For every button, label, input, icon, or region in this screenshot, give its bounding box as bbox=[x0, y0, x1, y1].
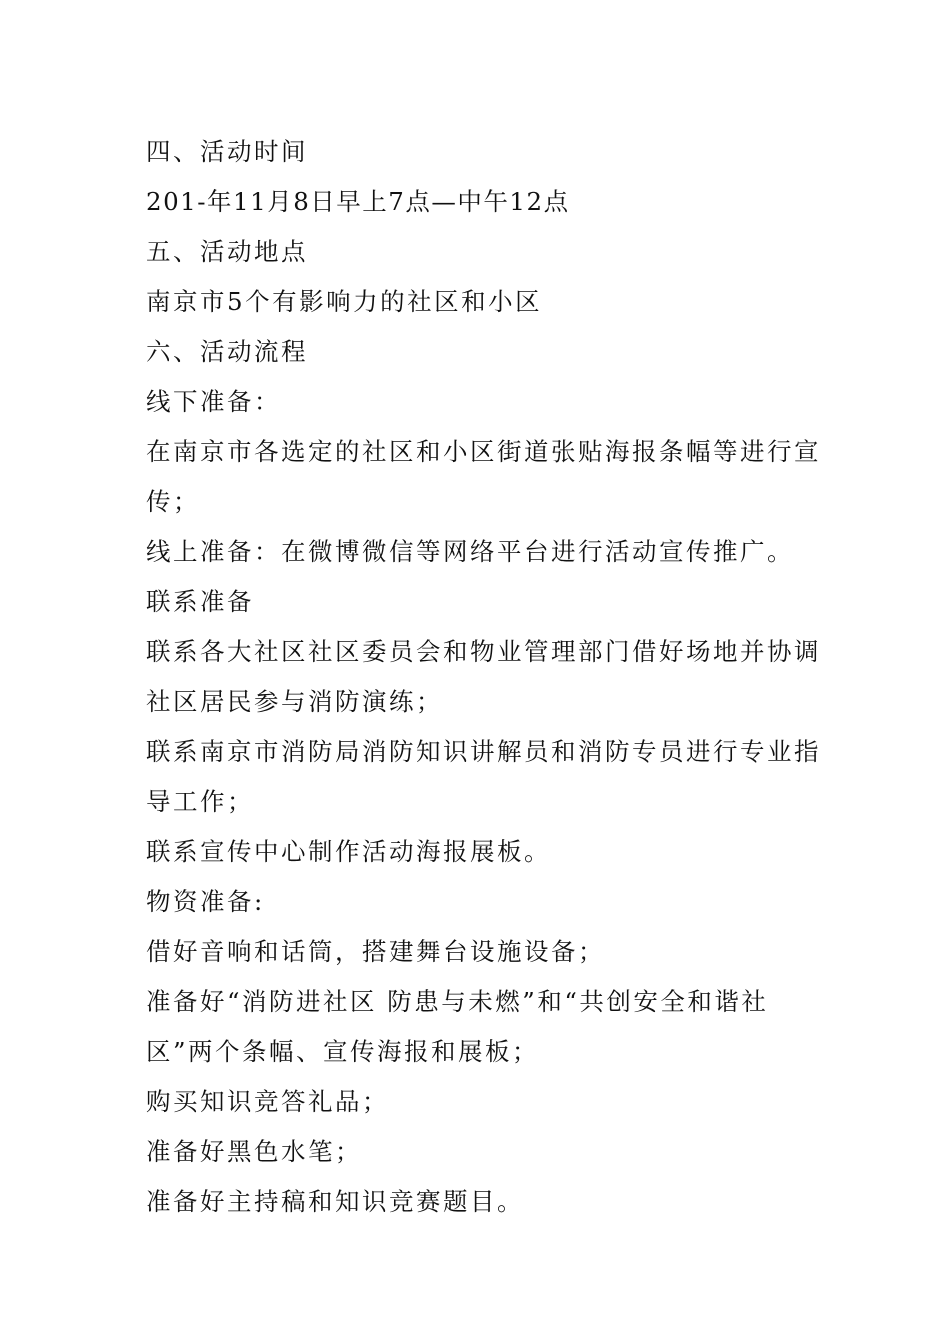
paragraph-online: 线上准备：在微博微信等网络平台进行活动宣传推广。 bbox=[146, 537, 794, 566]
paragraph-line: 购买知识竞答礼品； bbox=[146, 1087, 389, 1116]
paragraph-line: 联系南京市消防局消防知识讲解员和消防专员进行专业指 bbox=[146, 737, 821, 766]
paragraph-location: 南京市5个有影响力的社区和小区 bbox=[146, 287, 543, 316]
document-body bbox=[146, 127, 821, 1227]
paragraph-line: 传； bbox=[146, 487, 200, 516]
paragraph-time: 201-年11月8日早上7点—中午12点 bbox=[146, 187, 570, 216]
paragraph-line: 准备好“消防进社区 防患与未燃”和“共创安全和谐社 bbox=[146, 987, 769, 1016]
subheading-offline: 线下准备： bbox=[146, 387, 281, 416]
paragraph-line: 准备好主持稿和知识竞赛题目。 bbox=[146, 1187, 524, 1216]
subheading-contact: 联系准备 bbox=[146, 587, 254, 616]
paragraph-line: 联系各大社区社区委员会和物业管理部门借好场地并协调 bbox=[146, 637, 821, 666]
paragraph-line: 在南京市各选定的社区和小区街道张贴海报条幅等进行宣 bbox=[146, 437, 821, 466]
paragraph-line: 联系宣传中心制作活动海报展板。 bbox=[146, 837, 551, 866]
section-heading-time: 四、活动时间 bbox=[146, 137, 308, 166]
paragraph-line: 借好音响和话筒，搭建舞台设施设备； bbox=[146, 937, 605, 966]
paragraph-line: 导工作； bbox=[146, 787, 254, 816]
section-heading-process: 六、活动流程 bbox=[146, 337, 308, 366]
section-heading-location: 五、活动地点 bbox=[146, 237, 308, 266]
paragraph-line: 区”两个条幅、宣传海报和展板； bbox=[146, 1037, 540, 1066]
paragraph-line: 社区居民参与消防演练； bbox=[146, 687, 443, 716]
subheading-materials: 物资准备: bbox=[146, 887, 265, 916]
paragraph-line: 准备好黑色水笔； bbox=[146, 1137, 362, 1166]
